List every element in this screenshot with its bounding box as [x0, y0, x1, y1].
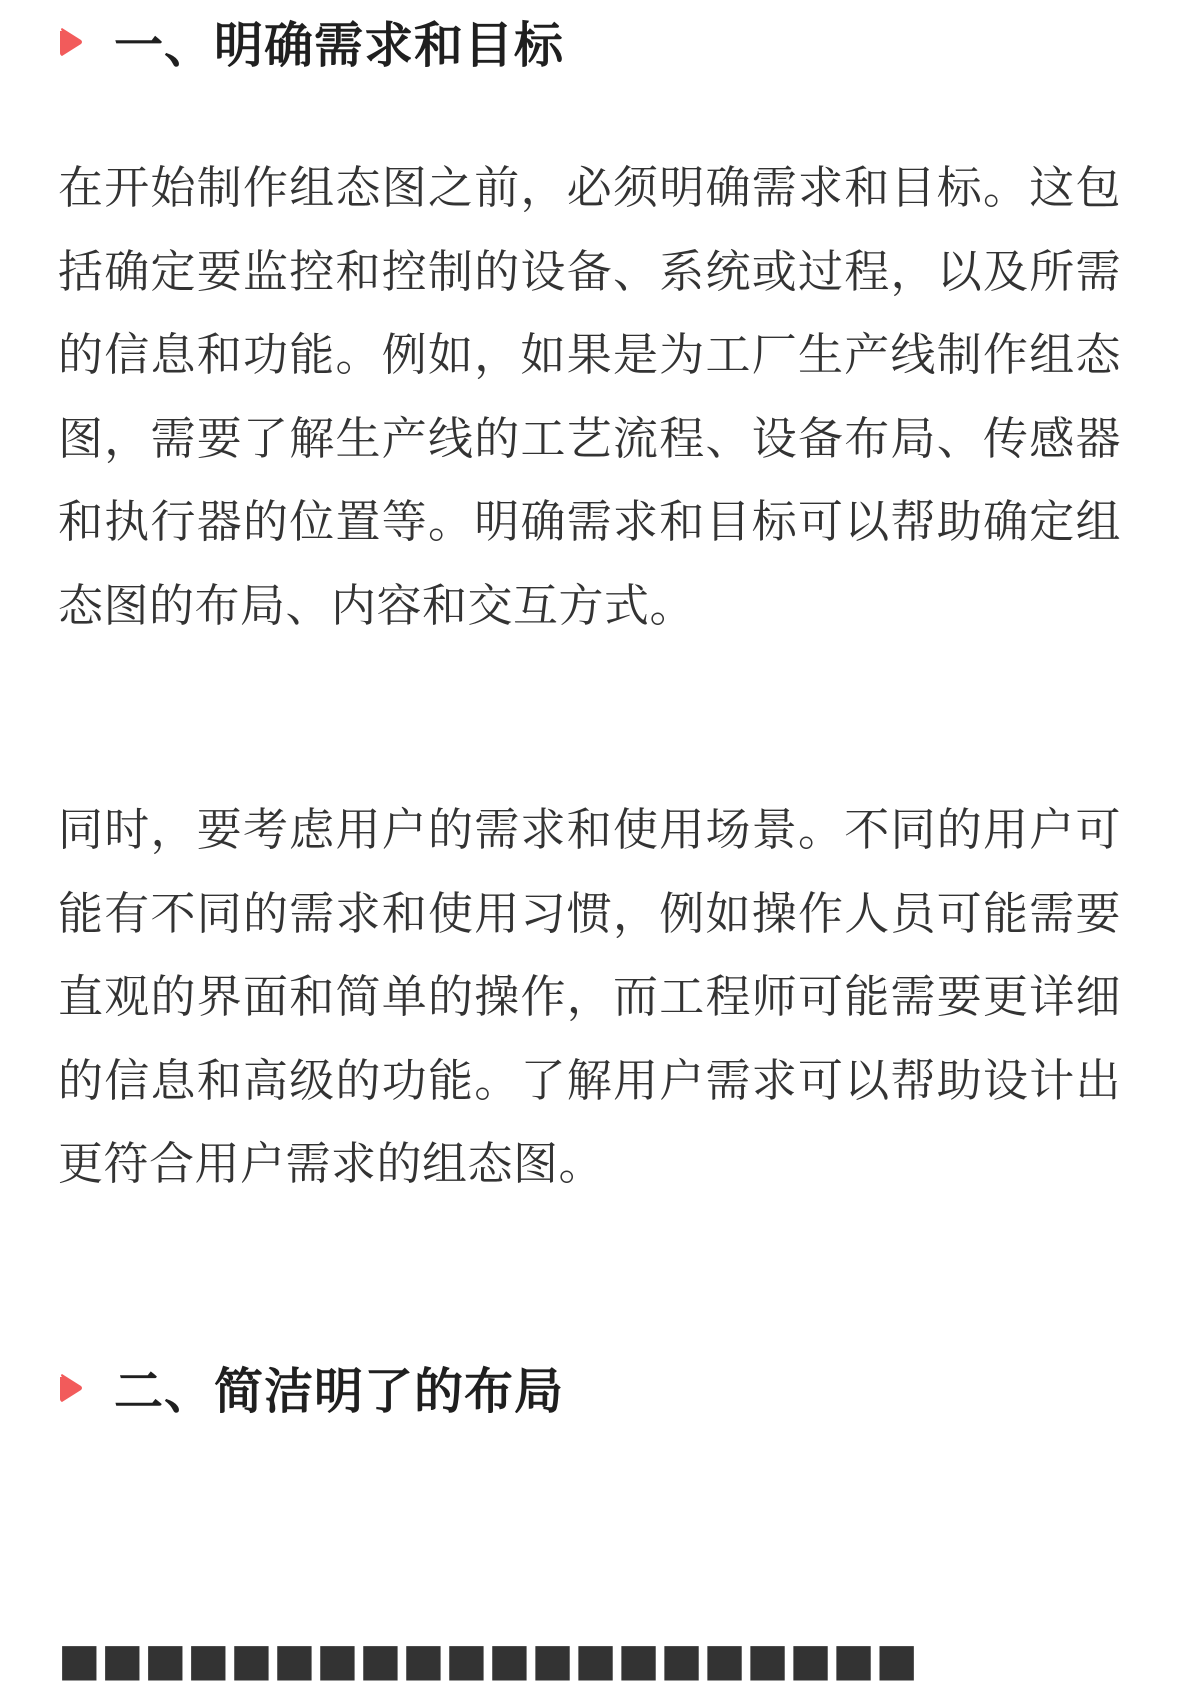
- section-heading-text: 一、明确需求和目标: [114, 17, 565, 74]
- section-heading-text: 二、简洁明了的布局: [114, 1363, 565, 1420]
- triangle-right-icon: [58, 1373, 84, 1403]
- section-heading: [58, 10, 1121, 74]
- paragraph: 在开始制作组态图之前，必须明确需求和目标。这包括确定要监控和控制的设备、系统或过程，以及所需的信息和功能。例如，如果是为工厂生产线制作组态图，需要了解生产线的工艺流程、设备布局、传感器和执行器的位置等。明确需求和目标可以帮助确定组态图的布局、内容和交互方式。: [58, 161, 1121, 632]
- section-heading: [58, 1356, 1121, 1420]
- paragraph: 同时，要考虑用户的需求和使用场景。不同的用户可能有不同的需求和使用习惯，例如操作人员可能需要直观的界面和简单的操作，而工程师可能需要更详细的信息和高级的功能。了解用户需求可以帮助设计出更符合用户需求的组态图。: [58, 803, 1121, 1190]
- clipped-text-fragment: ■■■■■■■■■■■■■■■■■■■■: [58, 1633, 919, 1686]
- clipped-next-paragraph: [58, 1612, 1121, 1686]
- triangle-right-icon: [58, 27, 84, 57]
